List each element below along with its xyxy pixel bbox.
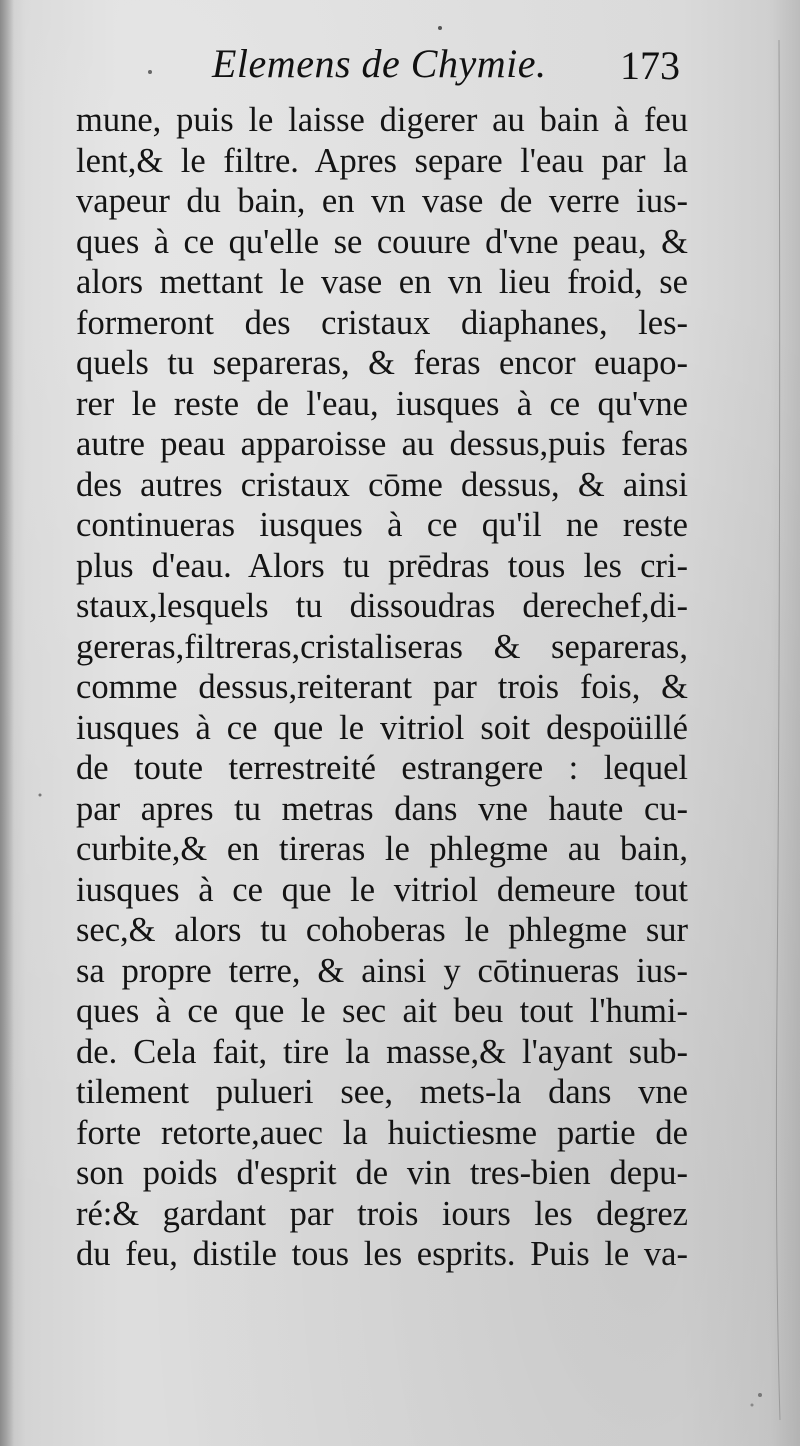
text-line: lent,& le filtre. Apres separe l'eau par la (76, 141, 688, 180)
text-line: alors mettant le vase en vn lieu froid, se (76, 263, 688, 301)
text-line: par apres tu metras dans vne haute cu- (76, 789, 688, 828)
text-line: ques à ce que le sec ait beu tout l'humi- (76, 992, 688, 1030)
text-line: formeront des cristaux diaphanes, les- (76, 303, 688, 342)
running-title: Elemens de Chymie. (212, 41, 547, 86)
page-gutter-shadow (0, 0, 14, 1446)
text-line: continueras iusques à ce qu'il ne reste (76, 506, 688, 544)
text-line: ré:& gardant par trois iours les degrez (76, 1194, 688, 1233)
text-line: curbite,& en tireras le phlegme au bain, (76, 830, 688, 868)
text-line: iusques à ce que le vitriol demeure tout (76, 870, 688, 909)
text-line: forte retorte,auec la huictiesme partie de (76, 1113, 688, 1152)
text-line: rer le reste de l'eau, iusques à ce qu'vne (76, 384, 688, 423)
text-line: vapeur du bain, en vn vase de verre ius- (76, 182, 688, 220)
text-line: des autres cristaux cōme dessus, & ainsi (76, 465, 688, 504)
text-line: mune, puis le laisse digerer au bain à feu (76, 101, 688, 139)
text-line: plus d'eau. Alors tu prēdras tous les cri- (76, 546, 688, 585)
text-line: gereras,filtreras,cristaliseras & separeras, (76, 627, 688, 666)
text-line: autre peau apparoisse au dessus,puis feras (76, 425, 688, 463)
text-line: sa propre terre, & ainsi y cōtinueras ius- (76, 951, 688, 990)
text-line: sec,& alors tu cohoberas le phlegme sur (76, 911, 688, 949)
text-line: de. Cela fait, tire la masse,& l'ayant sub- (76, 1032, 688, 1071)
text-line: staux,lesquels tu dissoudras derechef,di- (76, 587, 688, 625)
text-line: de toute terrestreité estrangere : lequel (76, 749, 688, 787)
page-number: 173 (620, 43, 680, 88)
text-line: quels tu separeras, & feras encor euapo- (76, 344, 688, 382)
text-line: ques à ce qu'elle se couure d'vne peau, & (76, 222, 688, 261)
text-line: iusques à ce que le vitriol soit despoüillé (76, 708, 688, 747)
text-line: son poids d'esprit de vin tres-bien depu- (76, 1154, 688, 1192)
body-text (76, 100, 688, 1275)
text-line: comme dessus,reiterant par trois fois, & (76, 668, 688, 706)
text-line: du feu, distile tous les esprits. Puis le va- (76, 1235, 688, 1273)
text-line: tilement pulueri see, mets-la dans vne (76, 1073, 688, 1111)
